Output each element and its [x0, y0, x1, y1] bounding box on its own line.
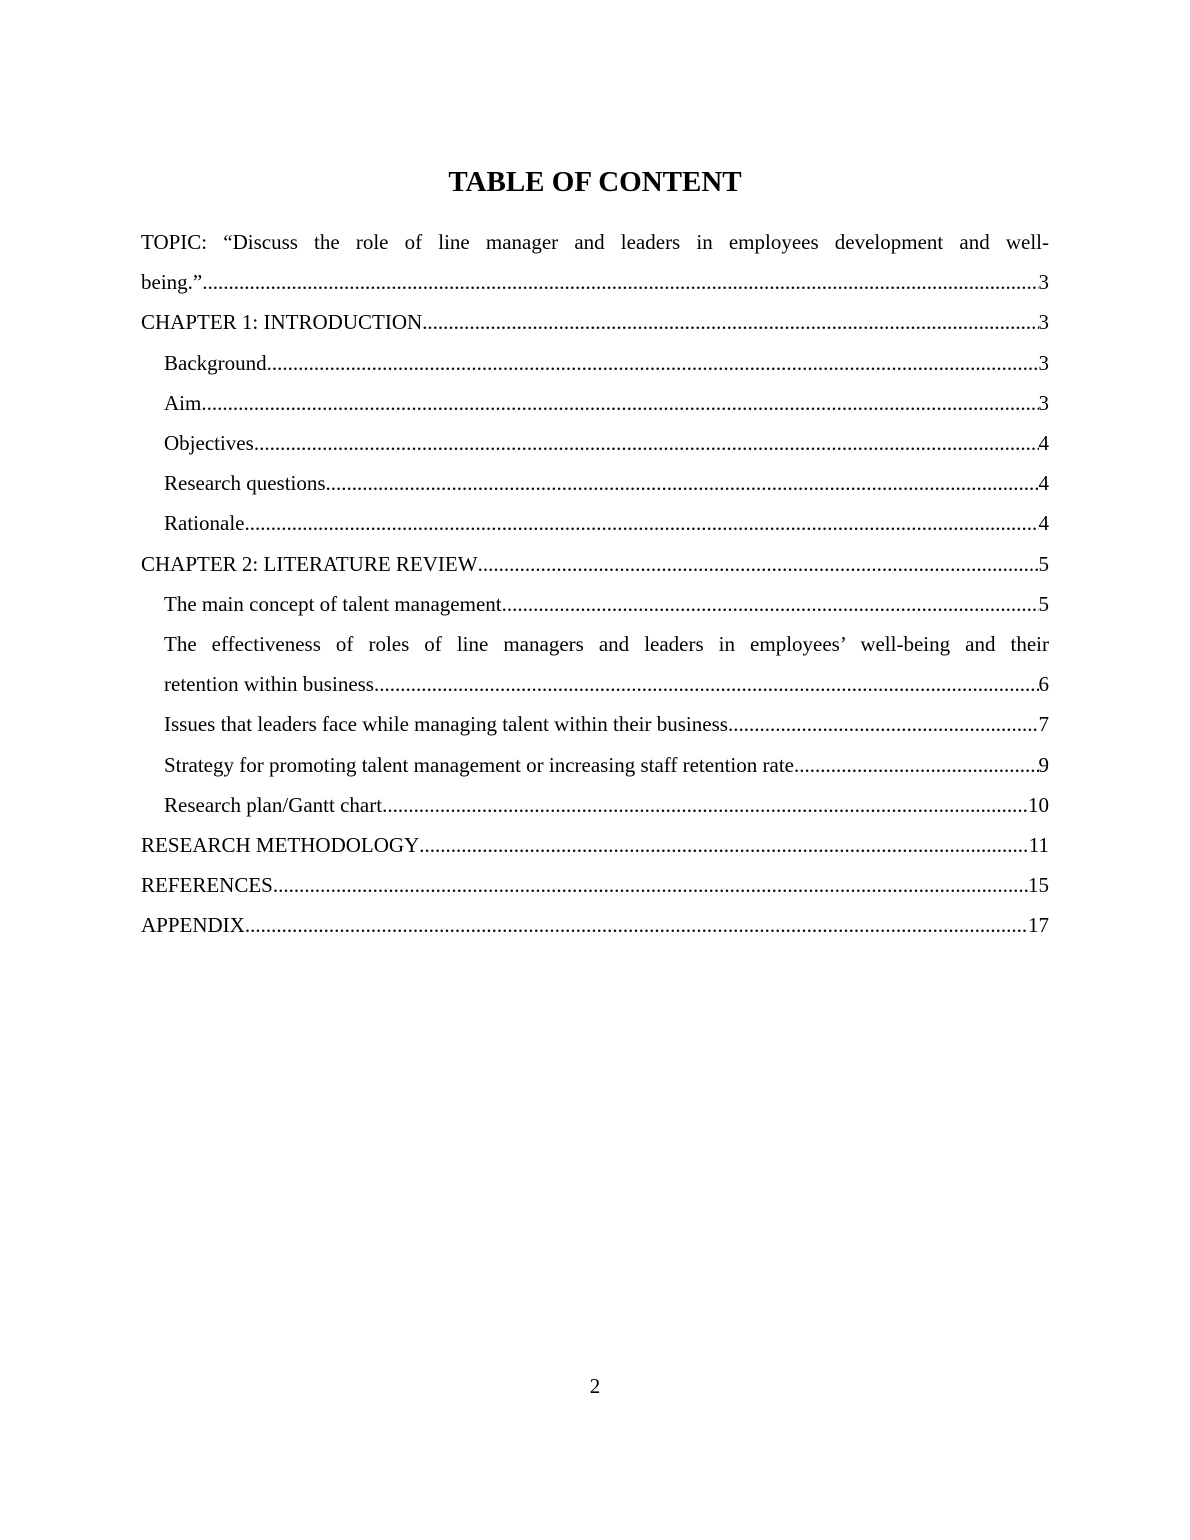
dot-leader	[201, 383, 1038, 423]
toc-entry-label: CHAPTER 1: INTRODUCTION	[141, 310, 423, 335]
dot-leader	[267, 343, 1039, 383]
toc-entry-label: RESEARCH METHODOLOGY	[141, 833, 420, 858]
toc-entry-strategy[interactable]	[164, 745, 1049, 785]
toc-entry-chapter-2[interactable]	[141, 544, 1049, 584]
page-number: 2	[589, 1374, 601, 1398]
toc-entry-page: 17	[1028, 913, 1049, 938]
toc-entry-label: APPENDIX	[141, 913, 245, 938]
toc-entry-page: 5	[1038, 551, 1049, 576]
toc-entry-label: Aim	[164, 390, 202, 415]
toc-entry-appendix[interactable]	[141, 905, 1049, 945]
toc-entry-references[interactable]	[141, 865, 1049, 905]
dot-leader	[245, 905, 1028, 945]
dot-leader	[273, 865, 1028, 905]
toc-entry-chapter-1[interactable]	[141, 302, 1049, 342]
toc-entry-label: REFERENCES	[141, 873, 273, 898]
dot-leader	[374, 664, 1039, 704]
dot-leader	[244, 503, 1038, 543]
toc-entry-objectives[interactable]	[164, 423, 1049, 463]
toc-entry-page: 4	[1038, 511, 1049, 536]
toc-entry-page: 6	[1038, 672, 1049, 697]
toc-entry-talent-management-concept[interactable]	[164, 584, 1049, 624]
toc-entry-page: 7	[1038, 712, 1049, 737]
toc-entry-effectiveness-of-roles[interactable]	[164, 624, 1049, 704]
dot-leader	[254, 423, 1039, 463]
dot-leader	[422, 302, 1038, 342]
toc-entry-label: Research plan/Gantt chart	[164, 792, 383, 817]
toc-entry-label: Rationale	[164, 511, 245, 536]
page-title: TABLE OF CONTENT	[448, 166, 742, 198]
toc-entry-rationale[interactable]	[164, 503, 1049, 543]
toc-entry-aim[interactable]	[164, 383, 1049, 423]
dot-leader	[794, 745, 1039, 785]
toc-entry-page: 10	[1028, 792, 1049, 817]
dot-leader	[478, 544, 1039, 584]
toc-entry-label: Background	[164, 350, 267, 375]
toc-entry-research-questions[interactable]	[164, 463, 1049, 503]
toc-entry-research-methodology[interactable]	[141, 825, 1049, 865]
toc-entry-label: being.”	[141, 270, 203, 295]
toc-entry-page: 3	[1038, 350, 1049, 375]
dot-leader	[382, 785, 1028, 825]
toc-entry-topic[interactable]	[141, 222, 1049, 302]
toc-entry-page: 3	[1038, 310, 1049, 335]
toc-entry-page: 5	[1038, 591, 1049, 616]
dot-leader	[202, 262, 1038, 302]
toc-entry-issues-leaders-face[interactable]	[164, 704, 1049, 744]
toc-entry-label: Strategy for promoting talent management or increasing staff retention rate	[164, 752, 794, 777]
toc-entry-lead-line: The effectiveness of roles of line managers and leaders in employees’ well-being and their	[164, 632, 1049, 657]
dot-leader	[326, 463, 1039, 503]
toc-entry-page: 4	[1038, 471, 1049, 496]
toc-entry-label: CHAPTER 2: LITERATURE REVIEW	[141, 551, 478, 576]
toc-entry-page: 3	[1038, 390, 1049, 415]
toc-entry-page: 3	[1038, 270, 1049, 295]
toc-entry-page: 9	[1038, 752, 1049, 777]
table-of-contents	[141, 222, 1049, 946]
toc-entry-page: 4	[1038, 431, 1049, 456]
toc-entry-lead-line: TOPIC: “Discuss the role of line manager and leaders in employees development and well-	[141, 230, 1049, 254]
toc-entry-page: 15	[1028, 873, 1049, 898]
toc-entry-label: Research questions	[164, 471, 326, 496]
toc-entry-label: Objectives	[164, 431, 254, 456]
dot-leader	[502, 584, 1039, 624]
toc-entry-background[interactable]	[164, 343, 1049, 383]
dot-leader	[419, 825, 1029, 865]
dot-leader	[728, 704, 1039, 744]
toc-entry-page: 11	[1028, 833, 1049, 858]
toc-entry-research-plan[interactable]	[164, 785, 1049, 825]
toc-entry-label: retention within business	[164, 672, 374, 697]
toc-entry-label: Issues that leaders face while managing talent within their business	[164, 712, 728, 737]
toc-entry-label: The main concept of talent management	[164, 591, 502, 616]
